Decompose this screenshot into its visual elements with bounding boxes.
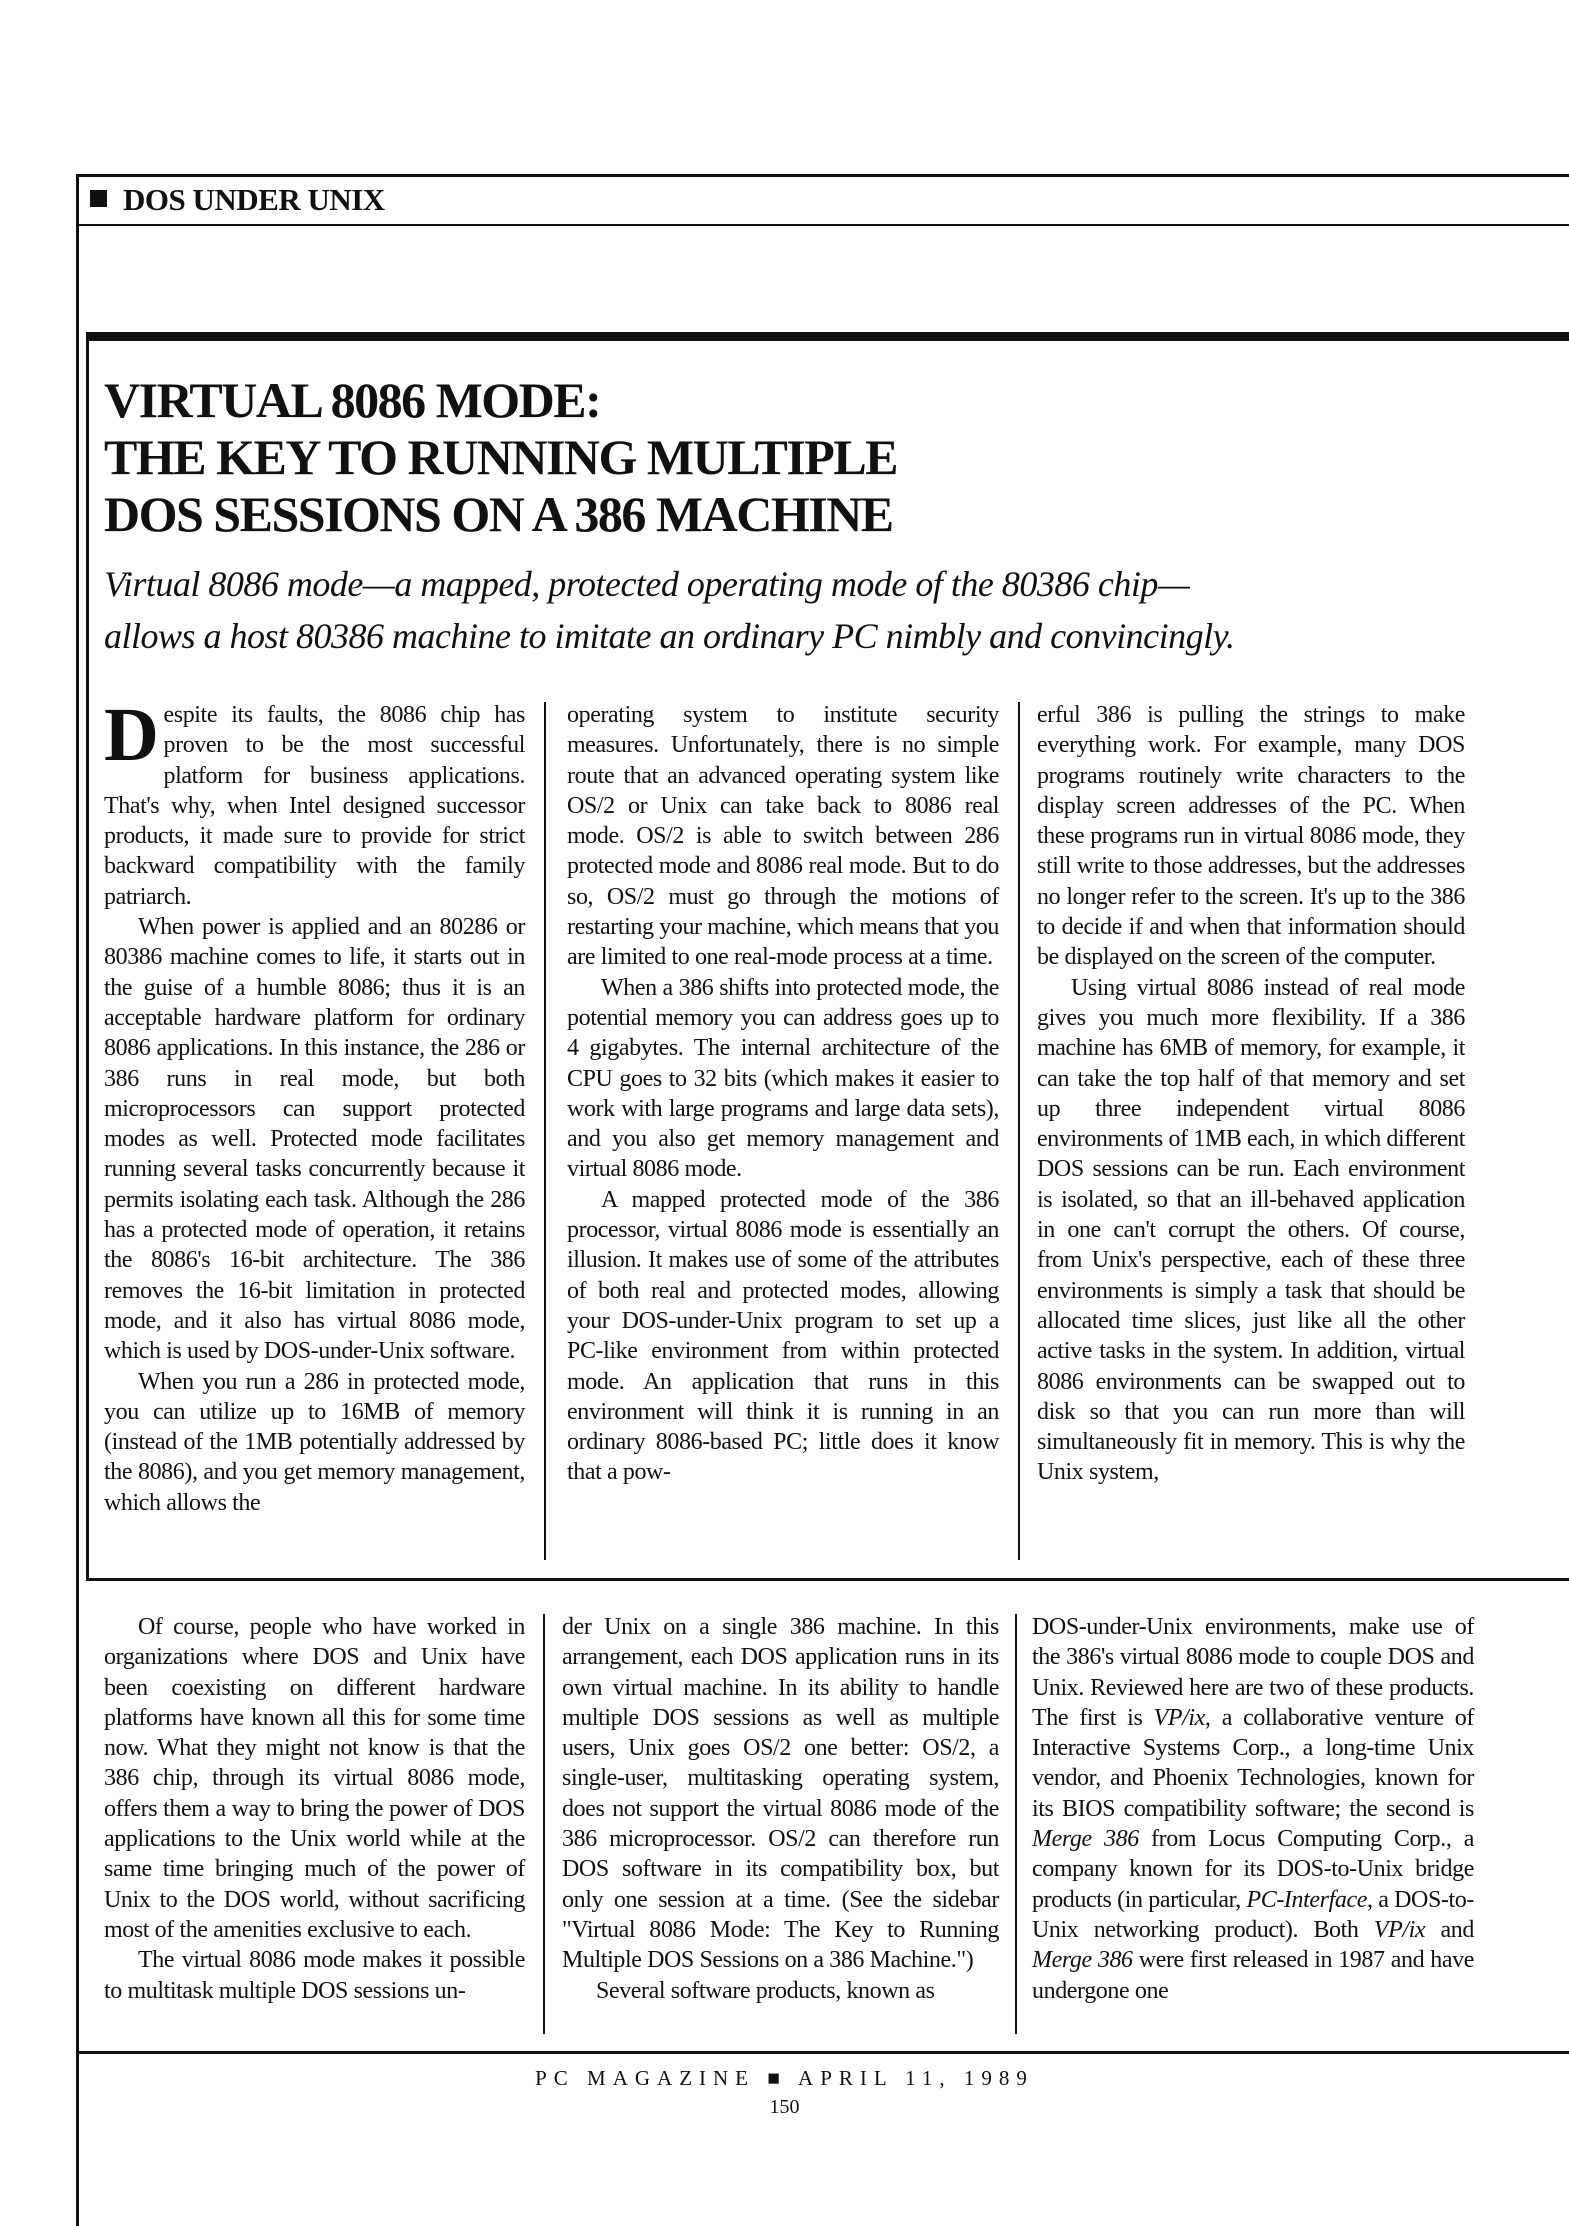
product-name-vpix: VP/ix <box>1153 1704 1205 1731</box>
column-divider <box>544 702 546 1560</box>
sidebar-left-rule <box>86 332 89 1581</box>
sidebar-column-1 <box>104 693 525 1518</box>
article-column-2 <box>562 1612 999 2006</box>
sidebar-column-3 <box>1037 700 1465 1488</box>
section-top-rule <box>76 174 1569 177</box>
paragraph: The virtual 8086 mode makes it possible to multitask multiple DOS sessions un- <box>104 1947 525 2004</box>
paragraph: Several software products, known as <box>596 1977 935 2004</box>
paragraph: DOS-under-Unix environments, make use of the 386's virtual 8086 mode to couple DOS and Unix. Reviewed here are two of these products. The first is VP/ix, a collaborative venture of Interactive Systems Corp., a long-time Unix vendor, and Phoenix Technologies, known for its BIOS compatibility software; the second is Merge 386 from Locus Computing Corp., a company known for its DOS-to-Unix bridge products (in particular, PC-Interface, a DOS-to-Unix networking product). Both VP/ix and Merge 386 were first released in 1987 and have undergone one <box>1032 1614 1474 2004</box>
paragraph: When a 386 shifts into protected mode, the potential memory you can address goes up to 4 gigabytes. The internal architecture of the CPU goes to 32 bits (which makes it easier to work with large programs and large data sets), and you also get memory management and virtual 8086 mode. <box>567 974 999 1183</box>
sidebar-deck <box>104 558 1544 662</box>
column-divider <box>1015 1614 1017 2034</box>
sidebar-bottom-rule <box>86 1578 1569 1581</box>
page-bottom-rule <box>76 2051 1569 2054</box>
sidebar-title-line: VIRTUAL 8086 MODE: <box>104 372 601 428</box>
sidebar-column-2 <box>567 700 999 1488</box>
product-name-vpix: VP/ix <box>1373 1916 1426 1943</box>
paragraph: Of course, people who have worked in organizations where DOS and Unix have been coexisting on different hardware platforms have known all this for some time now. What they might not know is that the 386 chip, through its virtual 8086 mode, offers them a way to bring the power of DOS applications to the Unix world while at the same time bringing much of the power of Unix to the DOS world, without sacrificing most of the amenities exclusive to each. <box>104 1614 525 1943</box>
product-name-merge386: Merge 386 <box>1032 1947 1133 1974</box>
column-divider <box>1018 702 1020 1560</box>
section-left-rule <box>76 174 79 2226</box>
paragraph: der Unix on a single 386 machine. In this arrangement, each DOS application runs in its own virtual machine. In its ability to handle multiple DOS sessions as well as multiple users, Unix goes OS/2 one better: OS/2, a single-user, multitasking operating system, does not support the virtual 8086 mode of the 386 microprocessor. OS/2 can therefore run DOS software in its compatibility box, but only one session at a time. (See the sidebar "Virtual 8086 Mode: The Key to Running Multiple DOS Sessions on a 386 Machine.") <box>562 1614 999 1974</box>
paragraph: When power is applied and an 80286 or 80386 machine comes to life, it starts out in the guise of a humble 8086; thus it is an acceptable hardware platform for ordinary 8086 applications. In this instance, the 286 or 386 runs in real mode, but both microprocessors can support protected modes as well. Protected mode facilitates running several tasks concurrently because it permits isolating each task. Although the 286 has a protected mode of operation, it retains the 8086's 16-bit architecture. The 386 removes the 16-bit limitation in protected mode, and it also has virtual 8086 mode, which is used by DOS-under-Unix software. <box>104 914 525 1365</box>
sidebar-title-line: THE KEY TO RUNNING MULTIPLE <box>104 429 898 485</box>
paragraph: Using virtual 8086 instead of real mode gives you much more flexibility. If a 386 machine has 6MB of memory, for example, it can take the top half of that memory and set up three independent virtual 8086 environments of 1MB each, in which different DOS sessions can be run. Each environment is isolated, so that an ill-behaved application in one can't corrupt the others. Of course, from Unix's perspective, each of these three environments is simply a task that should be allocated time slices, just like all the other active tasks in the system. In addition, virtual 8086 environments can be swapped out to disk so that you can run more than will simultaneously fit in memory. This is why the Unix system, <box>1037 974 1465 1486</box>
article-column-3 <box>1032 1612 1474 2006</box>
paragraph: erful 386 is pulling the strings to make everything work. For example, many DOS programs routinely write characters to the display screen addresses of the PC. When these programs run in virtual 8086 mode, they still write to those addresses, but the addresses no longer refer to the screen. It's up to the 386 to decide if and when that information should be displayed on the screen of the computer. <box>1037 702 1465 971</box>
paragraph: When you run a 286 in protected mode, you can utilize up to 16MB of memory (instead of the 1MB potentially addressed by the 8086), and you get memory management, which allows the <box>104 1368 525 1516</box>
drop-cap: D <box>104 693 159 777</box>
sidebar-top-rule <box>86 332 1569 341</box>
section-header-rule <box>76 224 1569 226</box>
article-column-1 <box>104 1612 525 2006</box>
section-label: DOS UNDER UNIX <box>123 182 385 217</box>
product-name-pc-interface: PC-Interface <box>1246 1886 1367 1913</box>
sidebar-deck-line: Virtual 8086 mode—a mapped, protected operating mode of the 80386 chip— <box>104 564 1190 604</box>
sidebar-title <box>104 372 897 543</box>
square-bullet-icon <box>90 190 107 207</box>
paragraph: operating system to institute security measures. Unfortunately, there is no simple route that an advanced operating system like OS/2 or Unix can take back to 8086 real mode. OS/2 is able to switch between 286 protected mode and 8086 real mode. But to do so, OS/2 must go through the motions of restarting your machine, which means that you are limited to one real-mode process at a time. <box>567 702 999 971</box>
page-number: 150 <box>769 2096 800 2118</box>
column-divider <box>543 1614 545 2034</box>
footer-magazine: PC MAGAZINE ■ APRIL 11, 1989 <box>535 2066 1034 2090</box>
paragraph: Despite its faults, the 8086 chip has proven to be the most successful platform for business applications. That's why, when Intel designed successor products, it made sure to provide for strict backward compatibility with the family patriarch. <box>104 693 525 910</box>
paragraph: A mapped protected mode of the 386 processor, virtual 8086 mode is essentially an illusion. It makes use of some of the attributes of both real and protected modes, allowing your DOS-under-Unix program to set up a PC-like environment from within protected mode. An application that runs in this environment will think it is running in an ordinary 8086-based PC; little does it know that a pow- <box>567 1186 999 1486</box>
product-name-merge386: Merge 386 <box>1032 1826 1139 1853</box>
sidebar-deck-line: allows a host 80386 machine to imitate an ordinary PC nimbly and convincingly. <box>104 616 1235 656</box>
section-header <box>90 182 385 218</box>
sidebar-title-line: DOS SESSIONS ON A 386 MACHINE <box>104 486 893 542</box>
